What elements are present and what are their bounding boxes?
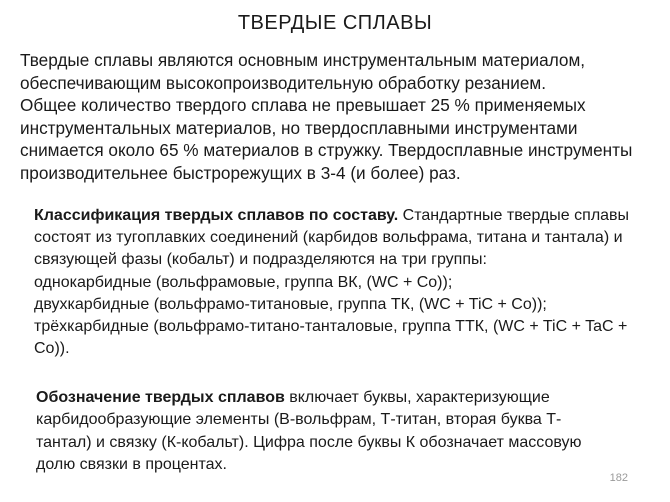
slide-title: ТВЕРДЫЕ СПЛАВЫ: [237, 12, 433, 34]
classification-heading: Классификация твердых сплавов по составу.: [34, 207, 399, 224]
classification-paragraph: [34, 205, 664, 360]
designation-paragraph: [36, 387, 656, 477]
page-number: 182: [609, 472, 628, 484]
designation-text: включает буквы, характеризующие карбидообразующие элементы (В-вольфрам, Т-титан, вторая буква Т- тантал) и связку (К-кобальт). Цифра после буквы К обозначает массовую долю связки в процентах.: [36, 389, 582, 474]
intro-paragraph: Твердые сплавы являются основным инструментальным материалом, обеспечивающим высокопроизводительную обработку резанием. Общее количество твердого сплава не превышает 25 % применяемых инструментальных материалов, но твердосплавными инструментами снимается около 65 % материалов в стружку. Твердосплавные инструменты производительнее быстрорежущих в 3-4 (и более) раз.: [20, 50, 633, 183]
designation-heading: Обозначение твердых сплавов: [36, 389, 285, 406]
classification-text: Стандартные твердые сплавы состоят из тугоплавких соединений (карбидов вольфрама, титана и тантала) и связующей фазы (кобальт) и подразделяются на три группы: однокарбидные (вольфрамовые, группа ВК, (WC + Co)); двухкарбидные (вольфрамо-титановые, группа ТК, (WC + TiC + Co)); трёхкарбидные (вольфрамо-титано-танталовые, группа ТТК, (WC + TiC + TaC + Co)).: [34, 207, 630, 358]
